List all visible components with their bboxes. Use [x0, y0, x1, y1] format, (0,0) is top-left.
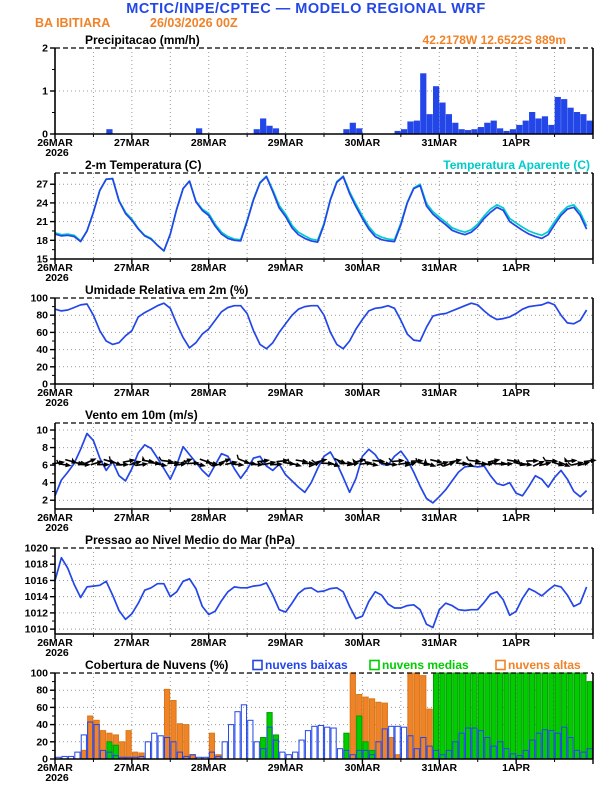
- bar: [581, 115, 586, 134]
- bar: [177, 724, 182, 759]
- legend-swatch-nuvens-baixas: [253, 661, 262, 670]
- bar: [446, 115, 451, 134]
- x-tick-label: 31MAR: [421, 762, 458, 774]
- series-temperatura-aparente: [55, 176, 587, 251]
- y-tick-label: 27: [36, 178, 48, 191]
- y-tick-label: 0: [42, 753, 48, 766]
- y-tick-label: 4: [42, 477, 48, 490]
- series-nuvens-altas: [81, 673, 432, 759]
- y-tick-label: 24: [36, 197, 48, 210]
- y-tick-label: 1: [42, 85, 48, 98]
- station-label: BA IBITIARA: [35, 16, 111, 30]
- y-tick-label: 1018: [24, 558, 48, 571]
- bar: [472, 673, 477, 759]
- bar: [267, 126, 272, 134]
- y-tick-label: 2: [42, 494, 48, 507]
- x-tick-label: 31MAR: [421, 512, 458, 524]
- x-tick-label: 28MAR: [190, 762, 227, 774]
- chart-precipitacao: [0, 33, 612, 158]
- bar: [107, 742, 112, 759]
- bar: [267, 713, 272, 759]
- bar: [421, 74, 426, 134]
- bar: [555, 97, 560, 134]
- bar: [254, 742, 259, 759]
- bar: [574, 673, 579, 759]
- bar: [549, 125, 554, 134]
- run-datetime-label: 26/03/2026 00Z: [150, 16, 238, 30]
- bar: [568, 673, 573, 759]
- x-year-label: 2026: [45, 272, 69, 283]
- chart-nuvens: [0, 658, 612, 783]
- bar: [299, 740, 304, 759]
- y-tick-label: 20: [36, 361, 48, 374]
- bar: [350, 673, 355, 759]
- bar: [325, 727, 330, 759]
- series-precipitacao: [107, 74, 593, 134]
- bar: [235, 712, 240, 759]
- series-vento-10m: [55, 434, 587, 503]
- bar: [433, 87, 438, 134]
- y-tick-label: 1010: [24, 623, 48, 636]
- x-tick-label: 30MAR: [344, 512, 381, 524]
- x-tick-label: 30MAR: [344, 387, 381, 399]
- bar: [158, 736, 163, 759]
- bar: [395, 726, 400, 759]
- chart-pressao: [0, 533, 612, 658]
- bar: [126, 731, 131, 759]
- bar: [132, 752, 137, 759]
- bar: [542, 117, 547, 134]
- bar: [459, 673, 464, 759]
- bar: [344, 733, 349, 759]
- bar: [414, 673, 419, 759]
- bar: [357, 716, 362, 759]
- bar: [562, 100, 567, 134]
- y-tick-label: 0: [42, 378, 48, 391]
- bar: [485, 673, 490, 759]
- x-tick-label: 29MAR: [267, 762, 304, 774]
- bar: [440, 673, 445, 759]
- x-tick-label: 26MAR: [37, 262, 73, 274]
- y-tick-label: 20: [36, 736, 48, 749]
- bar: [478, 128, 483, 134]
- bar: [530, 113, 535, 135]
- x-tick-label: 27MAR: [114, 387, 150, 399]
- bar: [100, 731, 105, 759]
- bar: [280, 752, 285, 759]
- bar: [222, 742, 227, 759]
- bar: [536, 673, 541, 759]
- y-tick-label: 80: [36, 309, 48, 322]
- bar: [498, 673, 503, 759]
- panel-title: Vento em 10m (m/s): [85, 408, 198, 422]
- x-tick-label: 1APR: [502, 762, 531, 774]
- bar: [113, 745, 118, 759]
- bar: [581, 673, 586, 759]
- x-tick-label: 28MAR: [190, 387, 227, 399]
- x-tick-label: 29MAR: [267, 137, 304, 149]
- x-year-label: 2026: [45, 772, 69, 783]
- bar: [587, 121, 592, 134]
- legend-swatch-nuvens-medias: [370, 661, 379, 670]
- x-tick-label: 30MAR: [344, 262, 381, 274]
- bar: [350, 123, 355, 134]
- y-tick-label: 40: [36, 719, 48, 732]
- x-tick-label: 27MAR: [114, 637, 150, 649]
- y-tick-label: 60: [36, 326, 48, 339]
- bar: [152, 733, 157, 759]
- bar: [453, 123, 458, 134]
- bar: [440, 103, 445, 134]
- panel-right-label: Temperatura Aparente (C): [443, 158, 590, 172]
- page-title: MCTIC/INPE/CPTEC — MODELO REGIONAL WRF: [126, 1, 486, 17]
- wind-barb: [414, 458, 430, 467]
- x-tick-label: 26MAR: [37, 512, 73, 524]
- bar: [382, 703, 387, 759]
- x-tick-label: 26MAR: [37, 637, 73, 649]
- x-tick-label: 28MAR: [190, 137, 227, 149]
- bar: [433, 673, 438, 759]
- y-tick-label: 40: [36, 344, 48, 357]
- x-tick-label: 28MAR: [190, 637, 227, 649]
- x-tick-label: 1APR: [502, 512, 531, 524]
- x-tick-label: 30MAR: [344, 137, 381, 149]
- x-tick-label: 28MAR: [190, 262, 227, 274]
- bar: [261, 119, 266, 134]
- x-tick-label: 26MAR: [37, 387, 73, 399]
- bar: [446, 673, 451, 759]
- chart-temperatura: [0, 158, 612, 283]
- y-tick-label: 18: [36, 234, 48, 247]
- legend-label: nuvens medias: [382, 658, 469, 672]
- bar: [542, 673, 547, 759]
- bar: [510, 673, 515, 759]
- bar: [337, 749, 342, 759]
- bar: [81, 750, 86, 759]
- y-tick-label: 6: [42, 459, 48, 472]
- bar: [421, 676, 426, 759]
- y-tick-label: 60: [36, 701, 48, 714]
- legend-label: nuvens baixas: [265, 658, 348, 672]
- y-tick-label: 2: [42, 42, 48, 55]
- bar: [305, 731, 310, 759]
- x-year-label: 2026: [45, 647, 69, 658]
- x-tick-label: 29MAR: [267, 262, 304, 274]
- bar: [517, 673, 522, 759]
- bar: [427, 115, 432, 134]
- bar: [517, 125, 522, 134]
- x-year-label: 2026: [45, 147, 69, 158]
- bar: [485, 123, 490, 134]
- y-tick-label: 0: [42, 128, 48, 141]
- bar: [171, 701, 176, 759]
- bar: [209, 733, 214, 759]
- x-tick-label: 27MAR: [114, 512, 150, 524]
- series-pressao-nivel-mar: [55, 558, 587, 628]
- x-tick-label: 31MAR: [421, 637, 458, 649]
- bar: [164, 689, 169, 759]
- x-tick-label: 1APR: [502, 137, 531, 149]
- bar: [574, 113, 579, 135]
- bar: [293, 752, 298, 759]
- x-tick-label: 26MAR: [37, 762, 73, 774]
- bar: [536, 119, 541, 134]
- bar: [376, 702, 381, 759]
- x-tick-label: 27MAR: [114, 262, 150, 274]
- x-tick-label: 27MAR: [114, 137, 150, 149]
- bar: [478, 673, 483, 759]
- x-tick-label: 30MAR: [344, 637, 381, 649]
- panel-right-label: 42.2178W 12.6522S 889m: [422, 33, 566, 47]
- bar: [248, 720, 253, 759]
- panel-title: Cobertura de Nuvens (%): [85, 658, 229, 672]
- series-umidade-relativa: [55, 302, 587, 348]
- y-tick-label: 100: [30, 292, 48, 305]
- bar: [587, 682, 592, 759]
- bar: [401, 727, 406, 759]
- x-tick-label: 29MAR: [267, 387, 304, 399]
- panel-title: Umidade Relativa em 2m (%): [85, 283, 249, 297]
- bar: [184, 725, 189, 759]
- bar: [466, 673, 471, 759]
- bar: [389, 738, 394, 760]
- y-tick-label: 1020: [24, 542, 48, 555]
- bar: [523, 673, 528, 759]
- bar: [504, 673, 509, 759]
- y-tick-label: 1014: [24, 591, 48, 604]
- bar: [94, 720, 99, 759]
- legend-label: nuvens altas: [508, 658, 581, 672]
- bar: [312, 726, 317, 759]
- panel-title: 2-m Temperatura (C): [85, 158, 202, 172]
- bar: [530, 673, 535, 759]
- x-year-label: 2026: [45, 397, 69, 408]
- bar: [273, 735, 278, 759]
- bar: [241, 705, 246, 759]
- legend-swatch-nuvens-altas: [496, 661, 505, 670]
- bar: [568, 108, 573, 134]
- bar: [408, 122, 413, 134]
- y-tick-label: 80: [36, 684, 48, 697]
- x-tick-label: 1APR: [502, 262, 531, 274]
- bar: [427, 709, 432, 759]
- panel-title: Pressao ao Nivel Medio do Mar (hPa): [85, 533, 296, 547]
- bar: [318, 725, 323, 759]
- x-tick-label: 31MAR: [421, 137, 458, 149]
- x-tick-label: 1APR: [502, 637, 531, 649]
- bar: [145, 742, 150, 759]
- bar: [523, 121, 528, 134]
- chart-vento: [0, 408, 612, 533]
- y-tick-label: 10: [36, 424, 48, 437]
- y-tick-label: 100: [30, 667, 48, 680]
- wind-barb: [564, 456, 577, 464]
- bar: [562, 673, 567, 759]
- y-tick-label: 1012: [24, 607, 48, 620]
- bar: [549, 673, 554, 759]
- chart-umidade: [0, 283, 612, 408]
- bar: [555, 673, 560, 759]
- bar: [491, 121, 496, 134]
- y-tick-label: 15: [36, 253, 48, 266]
- bar: [453, 673, 458, 759]
- y-tick-label: 8: [42, 442, 48, 455]
- x-tick-label: 30MAR: [344, 762, 381, 774]
- y-tick-label: 21: [36, 216, 48, 229]
- bar: [414, 121, 419, 134]
- x-year-label: 2026: [45, 522, 69, 533]
- x-tick-label: 29MAR: [267, 637, 304, 649]
- y-tick-label: 1016: [24, 574, 48, 587]
- bar: [75, 752, 80, 759]
- panel-title: Precipitacao (mm/h): [85, 33, 200, 47]
- x-tick-label: 31MAR: [421, 387, 458, 399]
- x-tick-label: 1APR: [502, 387, 531, 399]
- x-tick-label: 26MAR: [37, 137, 73, 149]
- bar: [408, 673, 413, 759]
- x-tick-label: 27MAR: [114, 762, 150, 774]
- bar: [331, 728, 336, 759]
- x-tick-label: 28MAR: [190, 512, 227, 524]
- x-tick-label: 31MAR: [421, 262, 458, 274]
- bar: [120, 742, 125, 759]
- x-tick-label: 29MAR: [267, 512, 304, 524]
